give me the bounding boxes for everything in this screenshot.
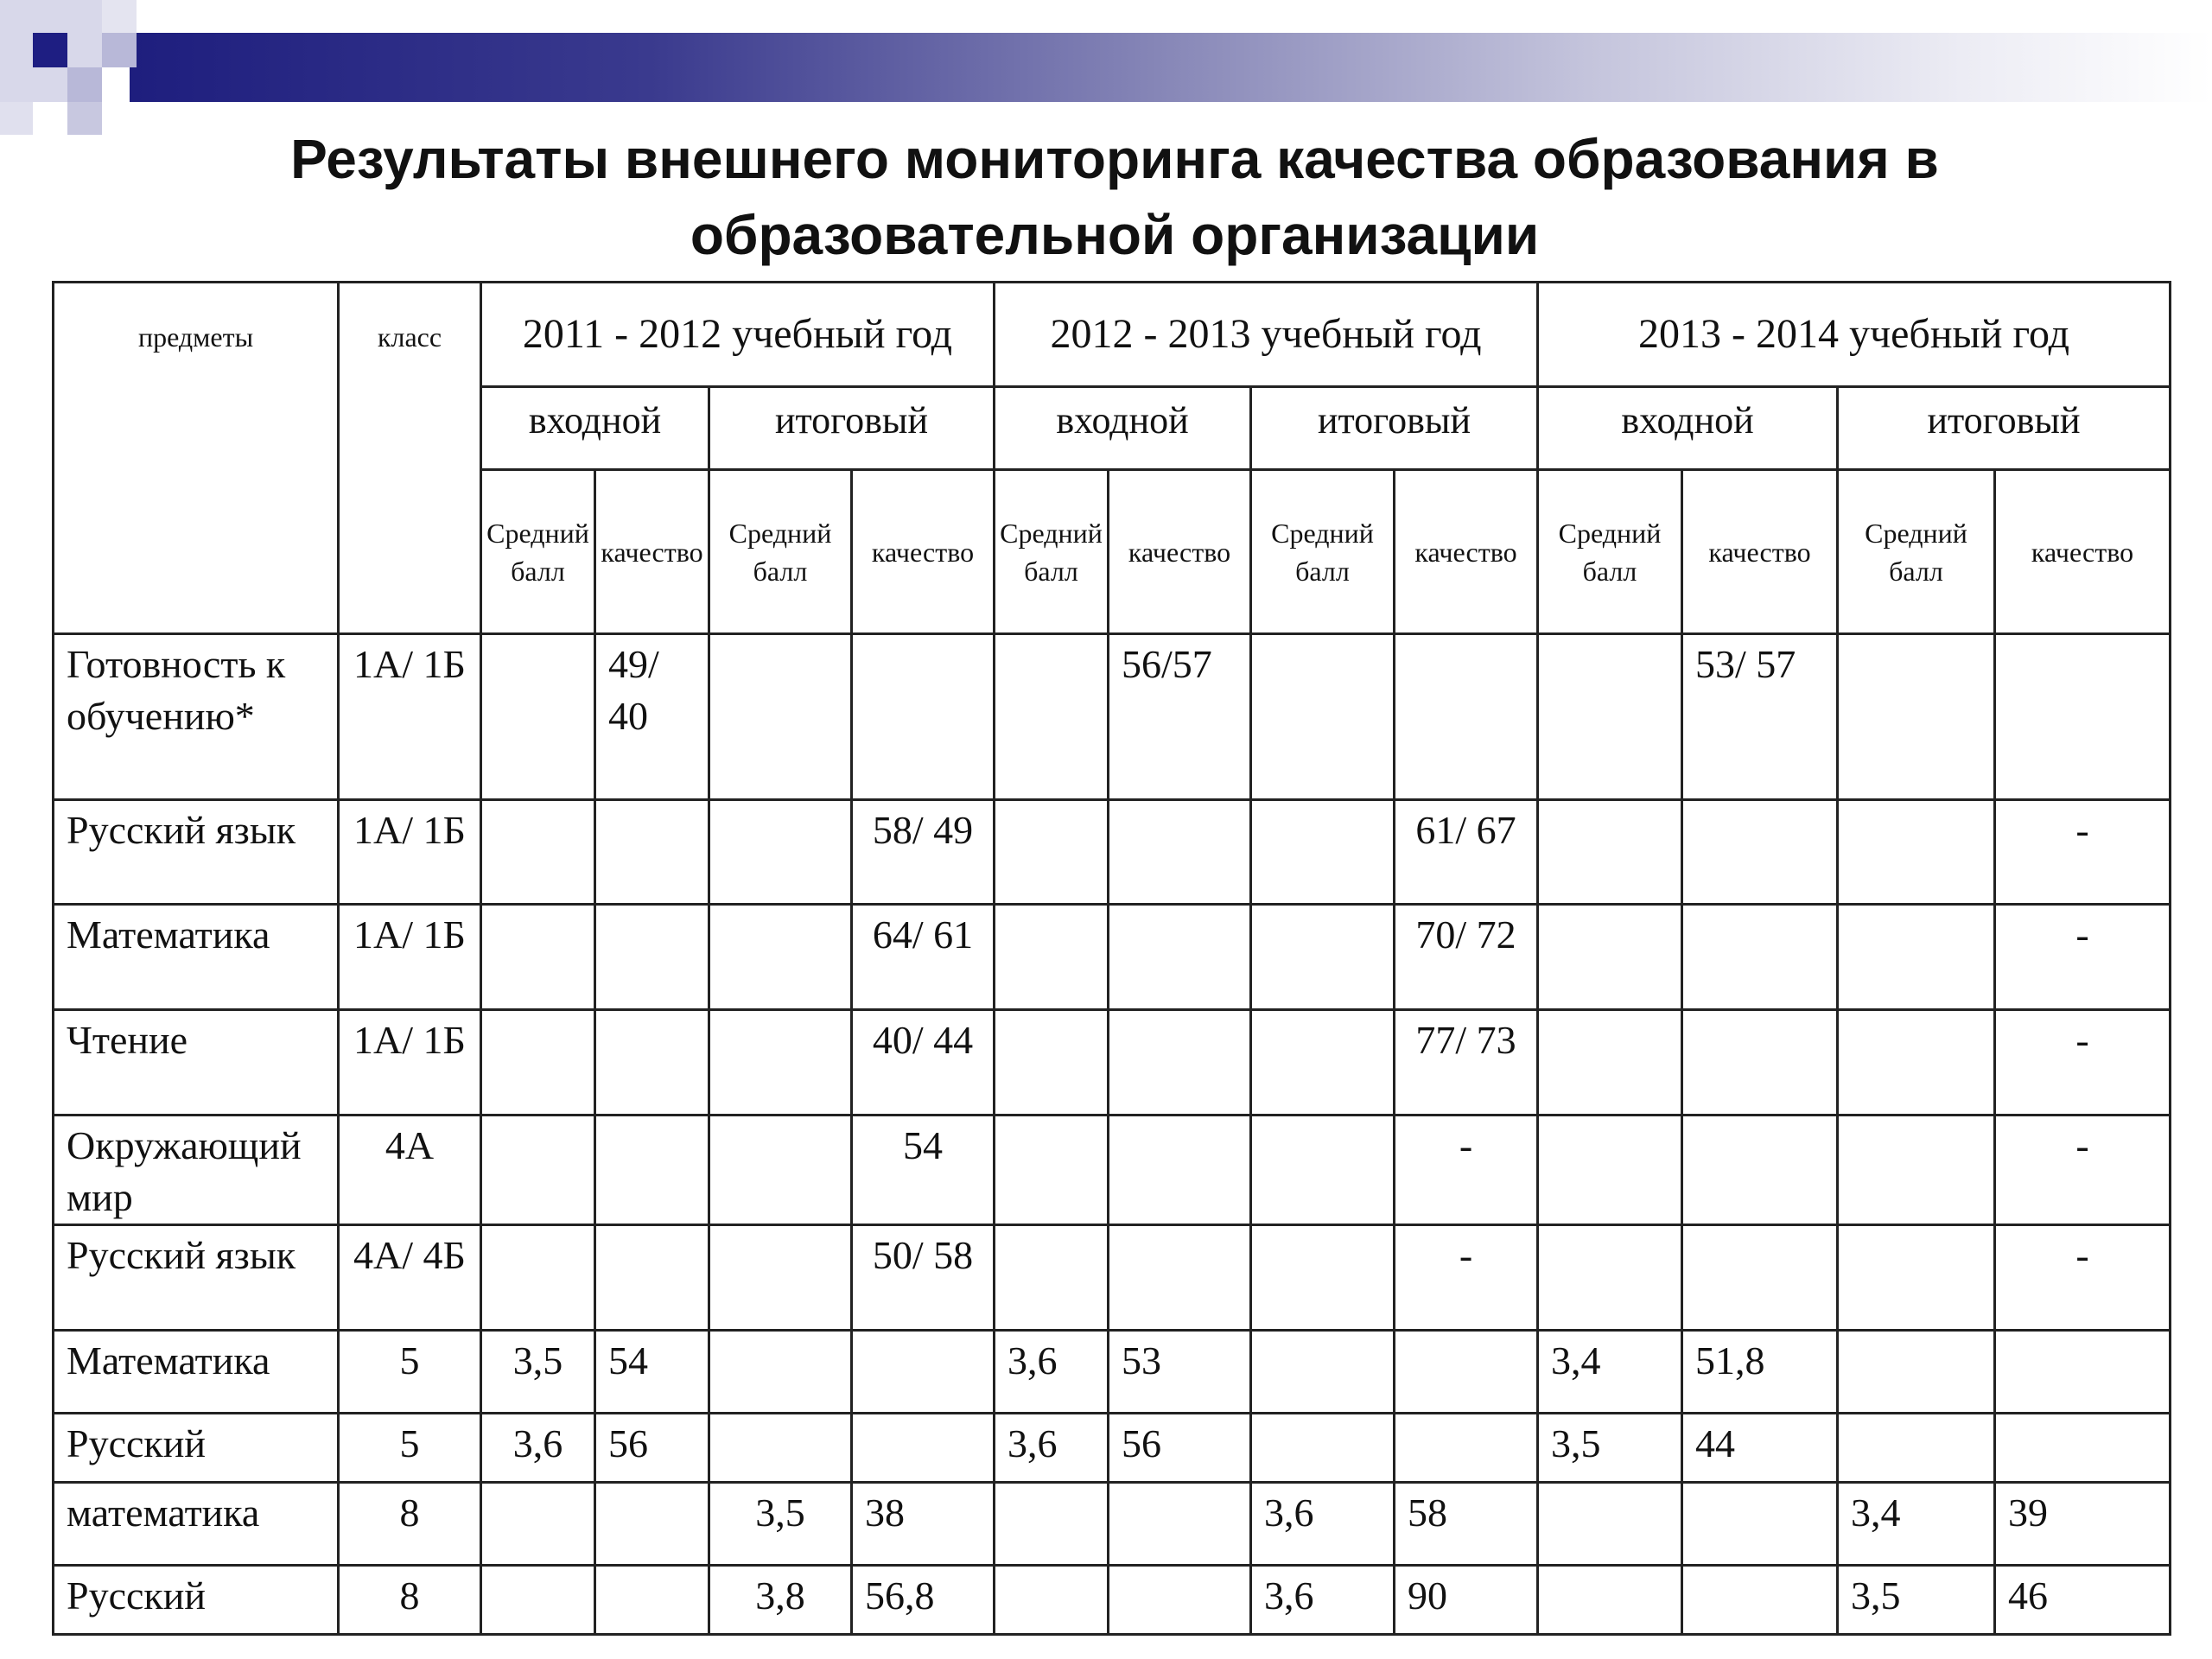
- header-metric: качество: [1109, 470, 1251, 634]
- cell-value: 54: [595, 1331, 709, 1414]
- cell-value: [1251, 1331, 1395, 1414]
- cell-grade: 1А/ 1Б: [339, 634, 481, 800]
- cell-value: [1682, 800, 1838, 905]
- cell-value: [852, 634, 995, 800]
- cell-grade: 8: [339, 1483, 481, 1566]
- cell-value: -: [1995, 905, 2171, 1010]
- header-subjects: предметы: [54, 283, 339, 634]
- cell-value: [595, 905, 709, 1010]
- header-metric: качество: [595, 470, 709, 634]
- cell-value: 58: [1395, 1483, 1538, 1566]
- table-row: [54, 1225, 2171, 1331]
- cell-subject: Русский язык: [54, 800, 339, 905]
- cell-value: [1395, 1331, 1538, 1414]
- cell-value: [1109, 1225, 1251, 1331]
- decor-square: [67, 67, 102, 102]
- cell-value: 39: [1995, 1483, 2171, 1566]
- cell-value: [595, 1225, 709, 1331]
- header-grade: класс: [339, 283, 481, 634]
- cell-value: [852, 1414, 995, 1483]
- cell-value: [1838, 800, 1995, 905]
- header-type: итоговый: [1838, 387, 2171, 470]
- cell-value: [995, 1010, 1109, 1116]
- cell-value: [1682, 905, 1838, 1010]
- cell-value: [1538, 800, 1682, 905]
- cell-value: 56: [1109, 1414, 1251, 1483]
- cell-subject: Русский: [54, 1566, 339, 1635]
- header-metric: Средний балл: [481, 470, 595, 634]
- cell-value: [1995, 1331, 2171, 1414]
- cell-value: [995, 800, 1109, 905]
- cell-value: [595, 1116, 709, 1225]
- cell-value: 3,5: [1838, 1566, 1995, 1635]
- cell-value: [1538, 1010, 1682, 1116]
- table-body: [54, 634, 2171, 1635]
- cell-value: [1251, 1414, 1395, 1483]
- cell-value: -: [1995, 1225, 2171, 1331]
- cell-value: [709, 1225, 852, 1331]
- cell-value: 90: [1395, 1566, 1538, 1635]
- cell-value: 3,6: [995, 1331, 1109, 1414]
- cell-value: [995, 1225, 1109, 1331]
- cell-value: 58/ 49: [852, 800, 995, 905]
- cell-grade: 5: [339, 1331, 481, 1414]
- cell-value: [709, 1331, 852, 1414]
- cell-grade: 1А/ 1Б: [339, 1010, 481, 1116]
- results-table: [52, 281, 2171, 1636]
- cell-value: [1395, 1414, 1538, 1483]
- cell-grade: 1А/ 1Б: [339, 905, 481, 1010]
- decor-square: [33, 33, 67, 67]
- cell-value: 3,6: [995, 1414, 1109, 1483]
- cell-value: [481, 1225, 595, 1331]
- table-row: [54, 905, 2171, 1010]
- cell-value: [1838, 1414, 1995, 1483]
- cell-value: [709, 634, 852, 800]
- cell-subject: Окружающий мир: [54, 1116, 339, 1225]
- cell-subject: Математика: [54, 905, 339, 1010]
- cell-value: 77/ 73: [1395, 1010, 1538, 1116]
- cell-value: [1251, 634, 1395, 800]
- header-year: 2012 - 2013 учебный год: [995, 283, 1538, 387]
- header-metric: Средний балл: [1838, 470, 1995, 634]
- table-row: [54, 1116, 2171, 1225]
- header-metric: Средний балл: [1251, 470, 1395, 634]
- header-type: входной: [481, 387, 709, 470]
- cell-value: [709, 1010, 852, 1116]
- decor-square: [102, 33, 137, 67]
- header-metric: качество: [1395, 470, 1538, 634]
- cell-subject: Русский: [54, 1414, 339, 1483]
- cell-value: [1109, 1116, 1251, 1225]
- cell-value: [995, 1566, 1109, 1635]
- cell-value: [1538, 905, 1682, 1010]
- cell-value: 44: [1682, 1414, 1838, 1483]
- cell-value: [1109, 1566, 1251, 1635]
- cell-value: [1538, 1116, 1682, 1225]
- cell-value: [1682, 1116, 1838, 1225]
- header-metric: Средний балл: [995, 470, 1109, 634]
- cell-value: [1395, 634, 1538, 800]
- cell-value: [1538, 1566, 1682, 1635]
- cell-value: 56: [595, 1414, 709, 1483]
- cell-value: [1838, 1010, 1995, 1116]
- cell-value: [481, 1116, 595, 1225]
- cell-value: 53/ 57: [1682, 634, 1838, 800]
- cell-value: [481, 800, 595, 905]
- table-row: [54, 800, 2171, 905]
- cell-value: 3,4: [1538, 1331, 1682, 1414]
- cell-value: [995, 905, 1109, 1010]
- cell-value: [709, 800, 852, 905]
- cell-value: 53: [1109, 1331, 1251, 1414]
- cell-value: [1838, 634, 1995, 800]
- cell-value: [1995, 1414, 2171, 1483]
- table-row: [54, 1010, 2171, 1116]
- cell-subject: Математика: [54, 1331, 339, 1414]
- cell-value: -: [1995, 1116, 2171, 1225]
- cell-value: [1109, 800, 1251, 905]
- cell-value: [481, 1483, 595, 1566]
- cell-value: [709, 1414, 852, 1483]
- cell-value: 3,5: [709, 1483, 852, 1566]
- cell-value: 3,5: [1538, 1414, 1682, 1483]
- header-metric: Средний балл: [709, 470, 852, 634]
- cell-grade: 5: [339, 1414, 481, 1483]
- cell-value: 49/ 40: [595, 634, 709, 800]
- header-year: 2011 - 2012 учебный год: [481, 283, 995, 387]
- cell-value: 70/ 72: [1395, 905, 1538, 1010]
- cell-value: 3,5: [481, 1331, 595, 1414]
- cell-value: [595, 1483, 709, 1566]
- cell-subject: математика: [54, 1483, 339, 1566]
- slide-title: Результаты внешнего мониторинга качества образования в образовательной организации: [290, 128, 1939, 266]
- cell-value: [1838, 1331, 1995, 1414]
- cell-value: 3,6: [1251, 1483, 1395, 1566]
- header-type: входной: [1538, 387, 1838, 470]
- header-gradient-bar: [130, 33, 2212, 102]
- cell-value: -: [1395, 1116, 1538, 1225]
- cell-subject: Готовность к обучению*: [54, 634, 339, 800]
- cell-value: [995, 1483, 1109, 1566]
- header-metric: качество: [1682, 470, 1838, 634]
- cell-value: [481, 1010, 595, 1116]
- cell-value: 51,8: [1682, 1331, 1838, 1414]
- cell-value: [995, 634, 1109, 800]
- cell-value: 64/ 61: [852, 905, 995, 1010]
- table-row: [54, 1566, 2171, 1635]
- cell-value: 3,6: [481, 1414, 595, 1483]
- cell-value: [1682, 1566, 1838, 1635]
- cell-value: [481, 905, 595, 1010]
- cell-value: [1538, 634, 1682, 800]
- cell-grade: 8: [339, 1566, 481, 1635]
- cell-value: 38: [852, 1483, 995, 1566]
- header-metric: качество: [852, 470, 995, 634]
- cell-value: [1682, 1225, 1838, 1331]
- cell-value: -: [1395, 1225, 1538, 1331]
- cell-value: 3,4: [1838, 1483, 1995, 1566]
- decor-square: [102, 0, 137, 33]
- table-row: [54, 1483, 2171, 1566]
- cell-value: 40/ 44: [852, 1010, 995, 1116]
- cell-value: [595, 800, 709, 905]
- cell-subject: Чтение: [54, 1010, 339, 1116]
- table-row: [54, 1331, 2171, 1414]
- cell-value: [1838, 1116, 1995, 1225]
- header-metric: Средний балл: [1538, 470, 1682, 634]
- table-row: [54, 1414, 2171, 1483]
- cell-value: [1838, 1225, 1995, 1331]
- decor-square: [67, 102, 102, 135]
- cell-value: -: [1995, 1010, 2171, 1116]
- cell-grade: 4А: [339, 1116, 481, 1225]
- header-row-years: [54, 283, 2171, 387]
- cell-value: 50/ 58: [852, 1225, 995, 1331]
- cell-value: [1109, 1483, 1251, 1566]
- header-metric: качество: [1995, 470, 2171, 634]
- header-type: итоговый: [709, 387, 995, 470]
- cell-value: [1838, 905, 1995, 1010]
- cell-value: [481, 1566, 595, 1635]
- cell-value: [481, 634, 595, 800]
- cell-value: [595, 1566, 709, 1635]
- cell-value: [709, 1116, 852, 1225]
- decor-square: [0, 102, 33, 135]
- cell-value: [709, 905, 852, 1010]
- cell-value: [995, 1116, 1109, 1225]
- cell-value: [1682, 1483, 1838, 1566]
- cell-value: 56/57: [1109, 634, 1251, 800]
- cell-value: [1251, 1010, 1395, 1116]
- cell-value: [1251, 1225, 1395, 1331]
- cell-value: 61/ 67: [1395, 800, 1538, 905]
- header-year: 2013 - 2014 учебный год: [1538, 283, 2171, 387]
- cell-subject: Русский язык: [54, 1225, 339, 1331]
- header-type: входной: [995, 387, 1251, 470]
- cell-value: [852, 1331, 995, 1414]
- cell-value: -: [1995, 800, 2171, 905]
- cell-value: [1109, 905, 1251, 1010]
- cell-value: [595, 1010, 709, 1116]
- cell-value: [1682, 1010, 1838, 1116]
- cell-grade: 1А/ 1Б: [339, 800, 481, 905]
- cell-grade: 4А/ 4Б: [339, 1225, 481, 1331]
- cell-value: [1538, 1483, 1682, 1566]
- cell-value: [1109, 1010, 1251, 1116]
- cell-value: 3,6: [1251, 1566, 1395, 1635]
- cell-value: 54: [852, 1116, 995, 1225]
- table-row: [54, 634, 2171, 800]
- cell-value: 3,8: [709, 1566, 852, 1635]
- cell-value: [1538, 1225, 1682, 1331]
- cell-value: [1251, 800, 1395, 905]
- cell-value: [1251, 1116, 1395, 1225]
- header-type: итоговый: [1251, 387, 1538, 470]
- cell-value: 46: [1995, 1566, 2171, 1635]
- cell-value: [1251, 905, 1395, 1010]
- cell-value: 56,8: [852, 1566, 995, 1635]
- cell-value: [1995, 634, 2171, 800]
